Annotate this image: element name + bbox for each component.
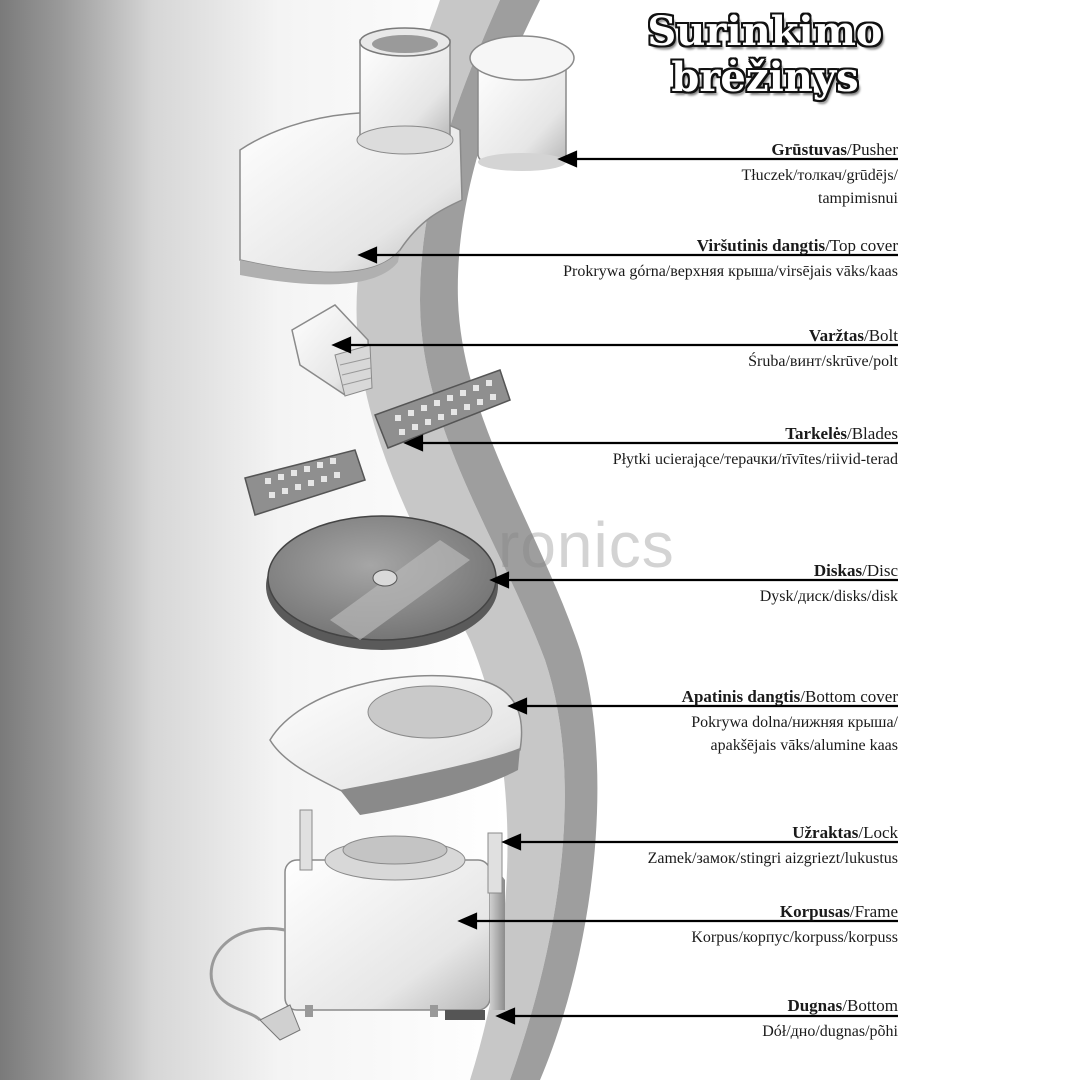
part-name-lt: Diskas	[813, 561, 863, 580]
disc-illustration	[266, 516, 498, 650]
label-bolt: Varžtas/Bolt Śruba/винт/skrūve/polt	[748, 325, 898, 373]
label-lock: Užraktas/Lock Zamek/замок/stingri aizgriezt/lukustus	[648, 822, 898, 870]
watermark-text: ronics	[498, 509, 675, 581]
part-name-lt: Grūstuvas	[771, 140, 847, 159]
label-bottom-cover: Apatinis dangtis/Bottom cover Pokrywa dolna/нижняя крыша/ apakšējais vāks/alumine kaas	[682, 686, 898, 757]
part-name-lt: Užraktas	[792, 823, 859, 842]
part-translation: apakšējais vāks/alumine kaas	[710, 737, 898, 754]
part-translation: Tłuczek/толкач/grūdējs/	[741, 167, 898, 184]
part-name-en: Disc	[866, 561, 898, 580]
part-name-lt: Apatinis dangtis	[681, 687, 801, 706]
part-translation: Pokrywa dolna/нижняя крыша/	[691, 714, 898, 731]
part-translation: Korpus/корпус/korpuss/korpuss	[691, 929, 898, 946]
label-bottom: Dugnas/Bottom Dół/дно/dugnas/põhi	[762, 995, 898, 1043]
part-name-lt: Korpusas	[779, 902, 850, 921]
part-name-lt: Dugnas	[787, 996, 843, 1015]
part-translation: Dysk/диск/disks/disk	[759, 588, 898, 605]
part-name-en: Bolt	[868, 326, 898, 345]
part-name-en: Lock	[863, 823, 898, 842]
label-top-cover: Viršutinis dangtis/Top cover Prokrywa górna/верхняя крыша/virsējais vāks/kaas	[563, 235, 898, 283]
pusher-illustration	[470, 36, 574, 171]
part-name-en: Blades	[851, 424, 898, 443]
part-name-lt: Viršutinis dangtis	[696, 236, 826, 255]
part-name-en: Bottom	[846, 996, 898, 1015]
part-name-en: Bottom cover	[804, 687, 898, 706]
part-translation: Płytki ucierające/терачки/rīvītes/riivid-terad	[612, 451, 898, 468]
part-name-en: Pusher	[851, 140, 898, 159]
part-translation: Śruba/винт/skrūve/polt	[748, 353, 898, 370]
part-translation: Prokrywa górna/верхняя крыша/virsējais vāks/kaas	[563, 263, 898, 280]
part-translation: Dół/дно/dugnas/põhi	[762, 1023, 898, 1040]
label-disc: Diskas/Disc Dysk/диск/disks/disk	[760, 560, 898, 608]
part-name-lt: Varžtas	[808, 326, 864, 345]
part-name-lt: Tarkelės	[785, 424, 847, 443]
part-translation: tampimisnui	[818, 190, 898, 207]
label-blades: Tarkelės/Blades Płytki ucierające/терачки/rīvītes/riivid-terad	[613, 423, 898, 471]
page-title-line-1: Surinkimo	[647, 8, 883, 55]
part-name-en: Top cover	[829, 236, 898, 255]
label-pusher: Grūstuvas/Pusher Tłuczek/толкач/grūdējs/ tampimisnui	[741, 139, 898, 210]
label-frame: Korpusas/Frame Korpus/корпус/korpuss/korpuss	[691, 901, 898, 949]
part-translation: Zamek/замок/stingri aizgriezt/lukustus	[647, 850, 898, 867]
part-name-en: Frame	[854, 902, 898, 921]
page-title-line-2: brėžinys	[671, 54, 859, 101]
